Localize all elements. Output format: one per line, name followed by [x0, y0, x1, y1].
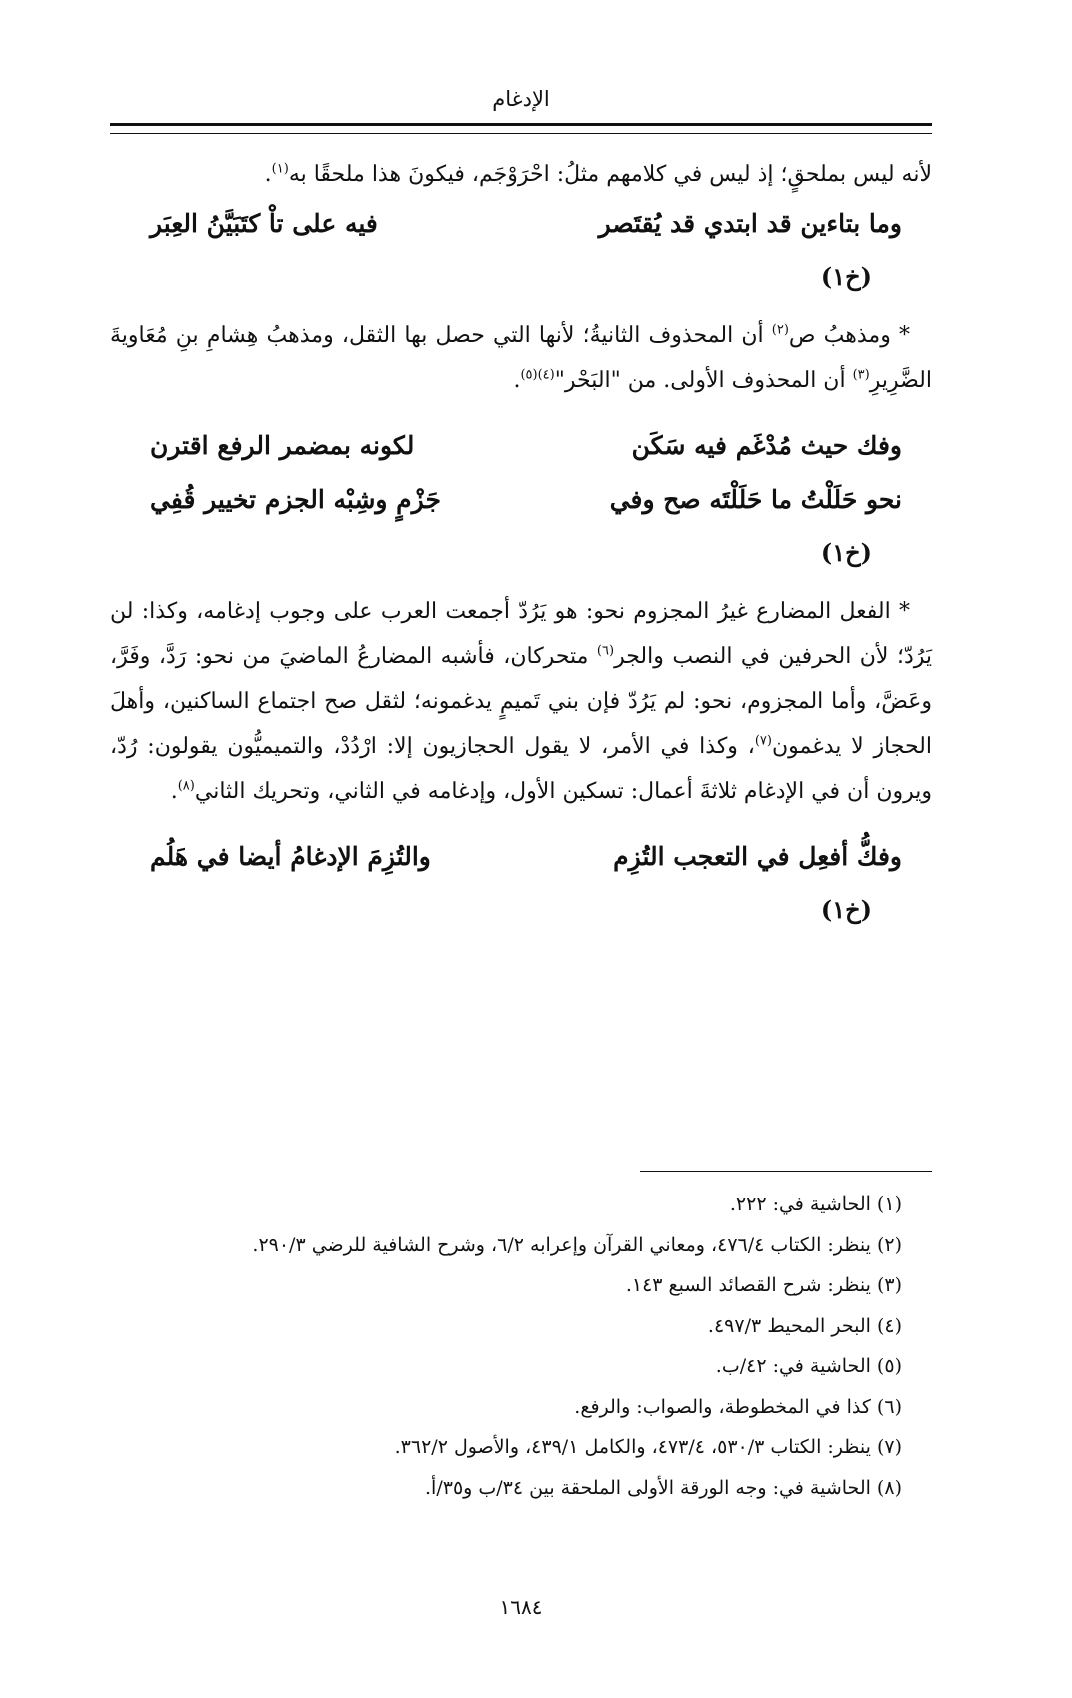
paragraph-3: * الفعل المضارع غيرُ المجزوم نحو: هو يَرُدّ أجمعت العرب على وجوب إدغامه، وكذا: لن يَرُدّ؛ لأن الحرفين في النصب والجر$^{(٦)}$ متحركان، فأشبه المضارعُ الماضيَ من نحو: رَدَّ، وفَرَّ، وعَضَّ، وأما المجزوم، نحو: لم يَرُدّ فإن بني تَميمٍ يدغمونه؛ لثقل صح اجتماع الساكنين، وأهلَ الحجاز لا يدغمون$^{(٧)}$، وكذا في الأمر، لا يقول الحجازيون إلا: ارْدُدْ، والتميميُّون يقولون: رُدّ، ويرون أن في الإدغام ثلاثةَ أعمال: تسكين الأول، وإدغامه في الثاني، وتحريك الثاني$^{(٨)}$. [110, 599, 933, 804]
verse-hemistich: وما بتاءين قد ابتدي قد يُقتَصر [598, 209, 902, 238]
header-rule-thick [110, 123, 932, 126]
footnote: (٣) ينظر: شرح القصائد السبع ١٤٣. [625, 1274, 902, 1296]
paragraph-2: * ومذهبُ ص$^{(٢)}$ أن المحذوف الثانيةُ؛ لأنها التي حصل بها الثقل، ومذهبُ هِشامِ بنِ مُعَاويةَ الضَّرِيرِ$^{(٣)}$ أن المحذوف الأولى. من "البَحْر"$^{(٤)(٥)}$. [110, 322, 932, 393]
paragraph-1: لأنه ليس بملحقٍ؛ إذ ليس في كلامهم مثلُ: احْرَوْجَم، فيكونَ هذا ملحقًا به$^{(١)}$. [264, 161, 932, 187]
page-number: ١٦٨٤ [499, 1595, 543, 1619]
footnote: (٢) ينظر: الكتاب ٤٧٦/٤، ومعاني القرآن وإعرابه ٦/٢، وشرح الشافية للرضي ٢٩٠/٣. [252, 1233, 902, 1256]
verse-line-1 [110, 197, 932, 251]
footnotes [110, 1184, 932, 1508]
verse-line-2 [110, 419, 932, 473]
footnote-ref: (١) [271, 161, 289, 177]
source-tag: (خ١) [820, 895, 872, 924]
footnote-ref: (٧) [754, 733, 772, 749]
source-tag: (خ١) [820, 262, 872, 291]
footnote-ref: (٣) [852, 367, 870, 383]
footnote-ref: (٨) [177, 778, 195, 794]
footnote: (٥) الحاشية في: ٤٢/ب. [715, 1355, 902, 1377]
footnote-ref: (٤)(٥) [520, 367, 555, 383]
footnote: (٤) البحر المحيط ٤٩٧/٣. [707, 1314, 902, 1337]
footnote-ref: (٢) [771, 322, 789, 338]
verse-hemistich: والتُزِمَ الإدغامُ أيضا في هَلُم [150, 842, 431, 871]
source-tag: (خ١) [820, 538, 872, 567]
header-rule-thin [110, 133, 932, 134]
verse-hemistich: لكونه بمضمر الرفع اقترن [150, 431, 415, 460]
footnote: (٧) ينظر: الكتاب ٥٣٠/٣، ٤٧٣/٤، والكامل ٤٣٩/١، والأصول ٣٦٢/٢. [394, 1436, 902, 1458]
main-text [110, 152, 932, 936]
verse-line-4 [110, 830, 932, 884]
verse-hemistich: نحو حَلَلْتُ ما حَلَلْتَه صح وفي [609, 485, 902, 514]
footnote-ref: (٦) [596, 643, 615, 659]
verse-hemistich: جَزْمٍ وشِبْه الجزم تخيير قُفِي [150, 485, 441, 514]
verse-hemistich: وفك حيث مُدْغَم فيه سَكَن [631, 431, 902, 460]
footnote: (١) الحاشية في: ٢٢٢. [729, 1193, 902, 1215]
footnote: (٨) الحاشية في: وجه الورقة الأولى الملحقة بين ٣٤/ب و٣٥/أ. [425, 1476, 902, 1499]
verse-line-3 [110, 473, 932, 527]
verse-hemistich: وفكُّ أفعِل في التعجب التُزِم [613, 842, 902, 871]
footnote: (٦) كذا في المخطوطة، والصواب: والرفع. [574, 1395, 902, 1418]
running-header: الإدغام [492, 87, 550, 111]
footnote-separator [640, 1171, 932, 1172]
verse-hemistich: فيه على تاْ كتَبَيَّنُ العِبَر [150, 209, 378, 238]
